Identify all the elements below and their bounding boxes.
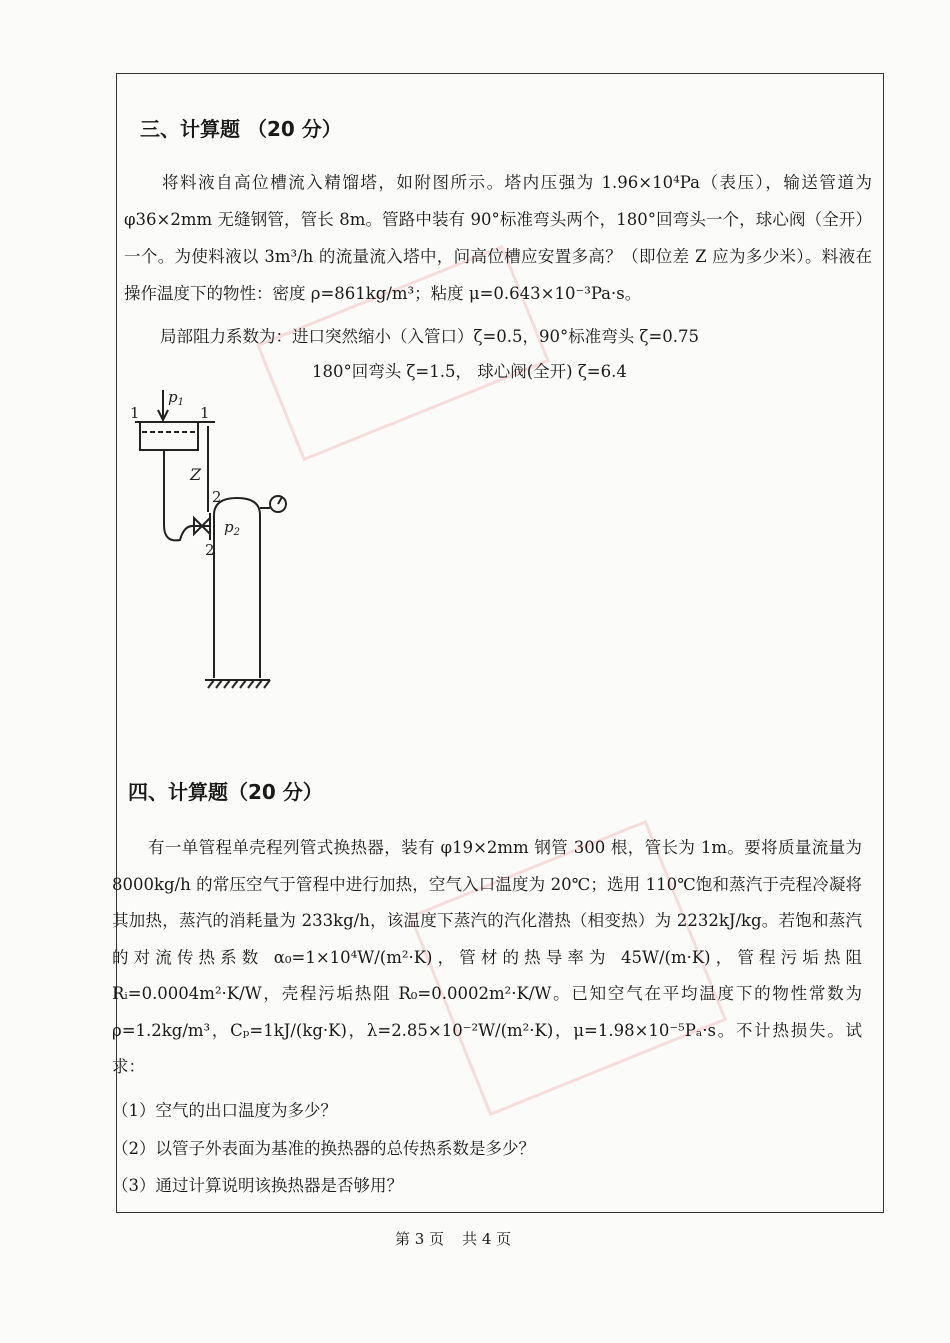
elevated-tank [140, 422, 198, 450]
question-3-body: 将料液自高位槽流入精馏塔，如附图所示。塔内压强为 1.96×10⁴Pa（表压），输送管道为 φ36×2mm 无缝钢管，管长 8m。管路中装有 90°标准弯头两个，180°回弯头一个，球心阀（全开）一个。为使料液以 3m³/h 的流量流入塔中，问高位槽应安置多高？（即位差 Z 应为多少米）。料液在操作温度下的物性：密度 ρ=861kg/m³；粘度 μ=0.643×10⁻³Pa·s。 [124, 173, 872, 303]
question-3-title: 三、计算题 （20 分） [140, 117, 342, 141]
question-4-item: （1）空气的出口温度为多少？ [112, 1101, 337, 1120]
question-4-item: （3）通过计算说明该换热器是否够用？ [112, 1176, 403, 1195]
p1-label: $p_1$ [168, 388, 184, 408]
page-footer [395, 1228, 511, 1249]
z-label: Z [190, 465, 202, 484]
section-1-right-label: 1 [200, 404, 210, 422]
question-4-body: 有一单管程单壳程列管式换热器，装有 φ19×2mm 钢管 300 根，管长为 1m。要将质量流量为 8000kg/h 的常压空气于管程中进行加热，空气入口温度为 20℃；选用 110℃饱和蒸汽于壳程冷凝将其加热，蒸汽的消耗量为 233kg/h，该温度下蒸汽的汽化潜热（相变热）为 2232kJ/kg。若饱和蒸汽的对流传热系数 α₀=1×10⁴W/(m²·K)，管材的热导率为 45W/(m·K)，管程污垢热阻 Rᵢ=0.0004m²·K/W，壳程污垢热阻 R₀=0.0002m²·K/W。已知空气在平均温度下的物性常数为 ρ=1.2kg/m³，Cₚ=1kJ/(kg·K)，λ=2.85×10⁻²W/(m²·K)，μ=1.98×10⁻⁵Pₐ·s。不计热损失。试求： [112, 838, 862, 1076]
question-4-item: （2）以管子外表面为基准的换热器的总传热系数是多少？ [112, 1139, 535, 1158]
resistance-coefficients-line-2: 180°回弯头 ζ=1.5， 球心阀(全开) ζ=6.4 [312, 362, 627, 381]
distillation-column [214, 498, 260, 678]
apparatus-diagram [120, 380, 320, 700]
section-2-bottom-label: 2 [205, 541, 215, 559]
p2-label: $p_2$ [224, 518, 240, 538]
ground-hatch [208, 680, 270, 688]
resistance-coefficients-line-1: 局部阻力系数为：进口突然缩小（入管口）ζ=0.5，90°标准弯头 ζ=0.75 [160, 327, 700, 346]
section-1-left-label: 1 [130, 404, 140, 422]
page-total: 共 4 页 [462, 1230, 512, 1248]
section-2-top-label: 2 [212, 488, 222, 506]
page-number: 第 3 页 [395, 1230, 445, 1248]
question-4-title: 四、计算题（20 分） [128, 780, 323, 804]
gauge-needle [278, 497, 282, 504]
